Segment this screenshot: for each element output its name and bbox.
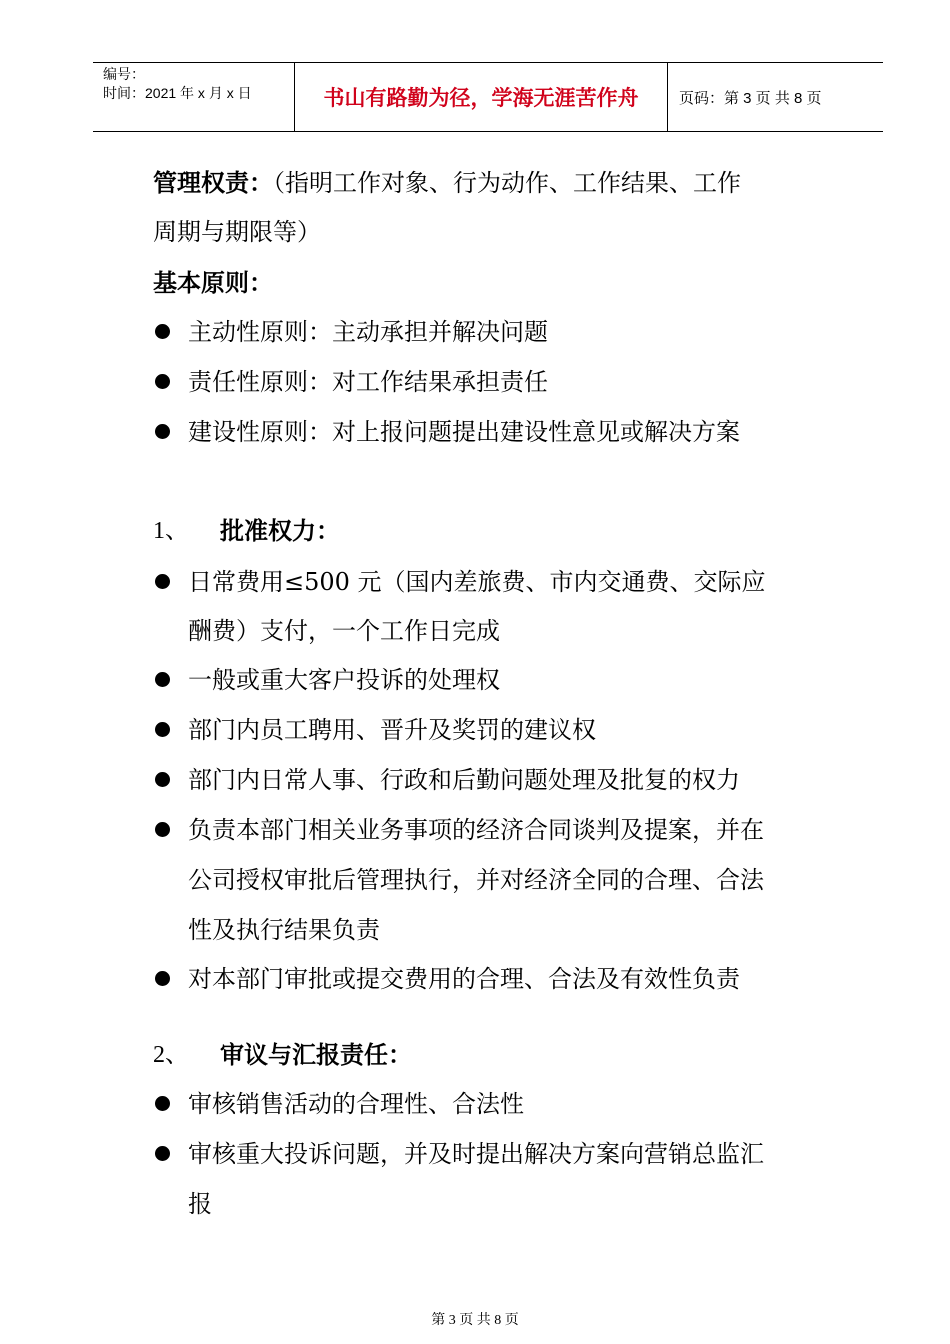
section2-item-line: 审核销售活动的合理性、合法性 bbox=[188, 1090, 524, 1118]
section2-item-line: 审核重大投诉问题，并及时提出解决方案向营销总监汇 bbox=[188, 1140, 764, 1168]
header-motto: 书山有路勤为径，学海无涯苦作舟 bbox=[323, 85, 639, 110]
document-number-label: 编号： bbox=[103, 66, 145, 82]
bullet-icon bbox=[155, 822, 170, 837]
header-page-info: 页码：第 3 页 共 8 页 bbox=[679, 90, 822, 107]
section2-number: 2、 bbox=[153, 1042, 189, 1068]
bullet-icon bbox=[155, 574, 170, 589]
management-title: 管理权责： bbox=[153, 169, 273, 197]
management-desc-2: 周期与期限等） bbox=[153, 218, 321, 246]
section1-item-line: 部门内日常人事、行政和后勤问题处理及批复的权力 bbox=[188, 766, 740, 794]
bullet-icon bbox=[155, 722, 170, 737]
section2-item-line: 报 bbox=[188, 1190, 212, 1218]
principles-title: 基本原则： bbox=[153, 269, 273, 297]
section1-item-line: 日常费用≤500 元（国内差旅费、市内交通费、交际应 bbox=[188, 568, 766, 596]
document-time-label: 时间：2021 年 x 月 x 日 bbox=[103, 85, 252, 101]
section1-title: 批准权力： bbox=[220, 517, 340, 545]
bullet-icon bbox=[155, 971, 170, 986]
section1-item-line: 酬费）支付，一个工作日完成 bbox=[188, 617, 500, 645]
principle-item: 责任性原则：对工作结果承担责任 bbox=[188, 368, 548, 396]
section1-item-line: 性及执行结果负责 bbox=[188, 916, 380, 944]
section1-number: 1、 bbox=[153, 518, 189, 544]
section1-item-line: 部门内员工聘用、晋升及奖罚的建议权 bbox=[188, 716, 596, 744]
section1-item-line: 公司授权审批后管理执行，并对经济全同的合理、合法 bbox=[188, 866, 764, 894]
bullet-icon bbox=[155, 424, 170, 439]
section1-item-line: 一般或重大客户投诉的处理权 bbox=[188, 666, 500, 694]
management-desc-1: （指明工作对象、行为动作、工作结果、工作 bbox=[273, 169, 741, 197]
bullet-icon bbox=[155, 772, 170, 787]
management-line-1 bbox=[153, 168, 741, 198]
page-footer: 第 3 页 共 8 页 bbox=[431, 1313, 519, 1328]
principle-item: 主动性原则：主动承担并解决问题 bbox=[188, 318, 548, 346]
bullet-icon bbox=[155, 324, 170, 339]
bullet-icon bbox=[155, 1146, 170, 1161]
section2-title: 审议与汇报责任： bbox=[220, 1041, 412, 1069]
bullet-icon bbox=[155, 374, 170, 389]
bullet-icon bbox=[155, 1096, 170, 1111]
section1-item-line: 负责本部门相关业务事项的经济合同谈判及提案，并在 bbox=[188, 816, 764, 844]
principle-item: 建设性原则：对上报问题提出建设性意见或解决方案 bbox=[188, 418, 740, 446]
section1-item-line: 对本部门审批或提交费用的合理、合法及有效性负责 bbox=[188, 965, 740, 993]
bullet-icon bbox=[155, 672, 170, 687]
